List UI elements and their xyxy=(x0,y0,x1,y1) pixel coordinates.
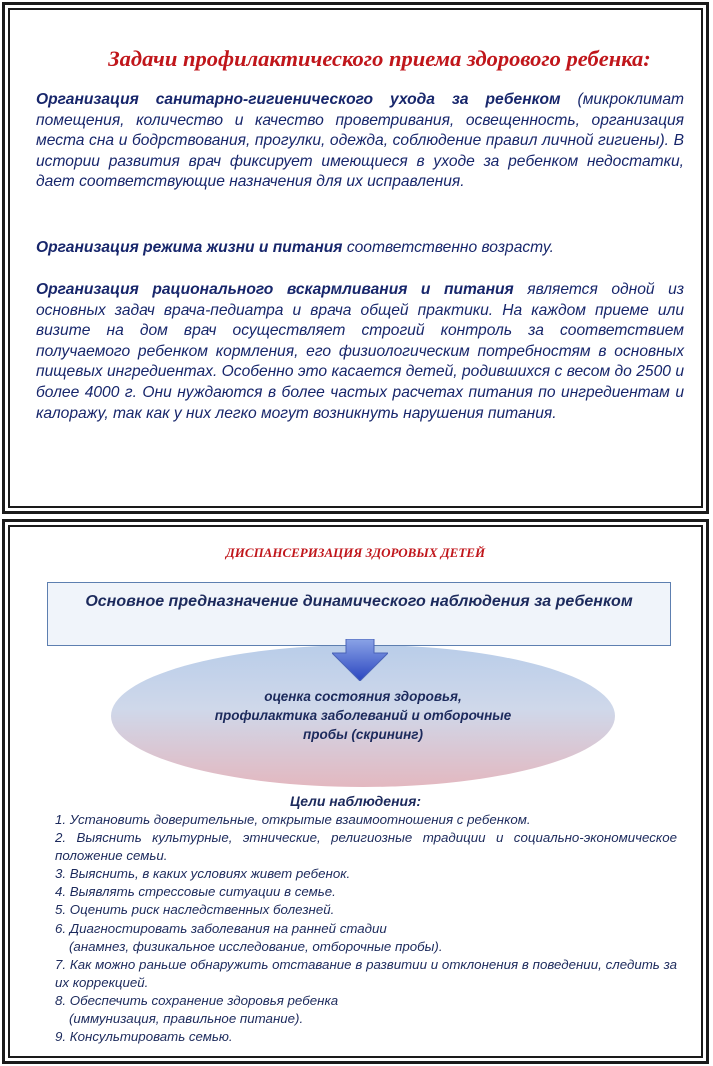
paragraph-text: (микроклимат помещения, количество и качество проветривания, освещенность, организация места сна и бодрствования, прогулки, одежда, соблюдение правил личной гигиены). В истории развития врач фиксирует имеющиеся в уходе за ребенком недостатки, дает соответствующие назначения для их исправления. xyxy=(36,91,684,191)
paragraph-regime xyxy=(36,238,684,259)
goal-item: 2. Выяснить культурные, этнические, религиозные традиции и социально-экономическое положение семьи. xyxy=(55,830,677,864)
goal-item: 1. Установить доверительные, открытые взаимоотношения с ребенком. xyxy=(55,812,531,827)
paragraph-heading: Организация санитарно-гигиенического ухода за ребенком xyxy=(36,91,561,108)
purpose-box xyxy=(47,582,671,646)
outcome-text xyxy=(111,687,615,744)
paragraph-feeding xyxy=(36,280,684,424)
outcome-line: оценка состояния здоровья, xyxy=(264,689,462,704)
goal-item: 4. Выявлять стрессовые ситуации в семье. xyxy=(55,884,336,900)
paragraph-heading: Организация рационального вскармливания и питания xyxy=(36,281,514,298)
slide-inner-frame xyxy=(8,525,703,1058)
arrow-down-icon xyxy=(332,639,388,681)
goal-item: 5. Оценить риск наследственных болезней. xyxy=(55,902,335,918)
goal-item: 6. Диагностировать заболевания на ранней стадии xyxy=(55,920,387,936)
paragraph-text: является одной из основных задач врача-педиатра и врача общей практики. На каждом приеме или визите на дом врач осуществляет строгий контроль за соответствием получаемого ребенком кормления, его физиологическим потребностям в основных пищевых ингредиентах. Особенно это касается детей, родившихся с весом до 2500 и более 4000 г. Они нуждаются в более частых расчетах питания по ингредиентам и калоражу, так как у них легко могут возникнуть нарушения питания. xyxy=(36,281,684,422)
goal-item: 8. Обеспечить сохранение здоровья ребенка xyxy=(55,992,339,1008)
goals-title: Цели наблюдения: xyxy=(289,793,422,809)
slide-dispensarization xyxy=(2,519,709,1064)
slide-title: Задачи профилактического приема здорового ребенка: xyxy=(108,46,651,71)
goal-item-detail: (иммунизация, правильное питание). xyxy=(69,1011,304,1027)
goals-list xyxy=(55,811,677,1046)
outcome-line: профилактика заболеваний и отборочные xyxy=(214,708,512,723)
paragraph-text: соответственно возрасту. xyxy=(346,239,554,256)
paragraph-heading: Организация режима жизни и питания xyxy=(36,239,343,256)
goal-item-detail: (анамнез, физикальное исследование, отборочные пробы). xyxy=(69,938,443,954)
slide-inner-frame xyxy=(8,8,703,508)
slide-title: ДИСПАНСЕРИЗАЦИЯ ЗДОРОВЫХ ДЕТЕЙ xyxy=(225,545,486,560)
goal-item: 9. Консультировать семью. xyxy=(55,1029,233,1045)
paragraph-hygiene-care xyxy=(36,90,684,193)
outcome-line: пробы (скрининг) xyxy=(303,727,423,742)
purpose-text: Основное предназначение динамического наблюдения за ребенком xyxy=(85,593,633,610)
goal-item: 7. Как можно раньше обнаружить отставание в развитии и отклонения в поведении, следить за их коррекцией. xyxy=(55,956,677,990)
goal-item: 3. Выяснить, в каких условиях живет ребенок. xyxy=(55,866,351,882)
slide-prevention-tasks xyxy=(2,2,709,514)
